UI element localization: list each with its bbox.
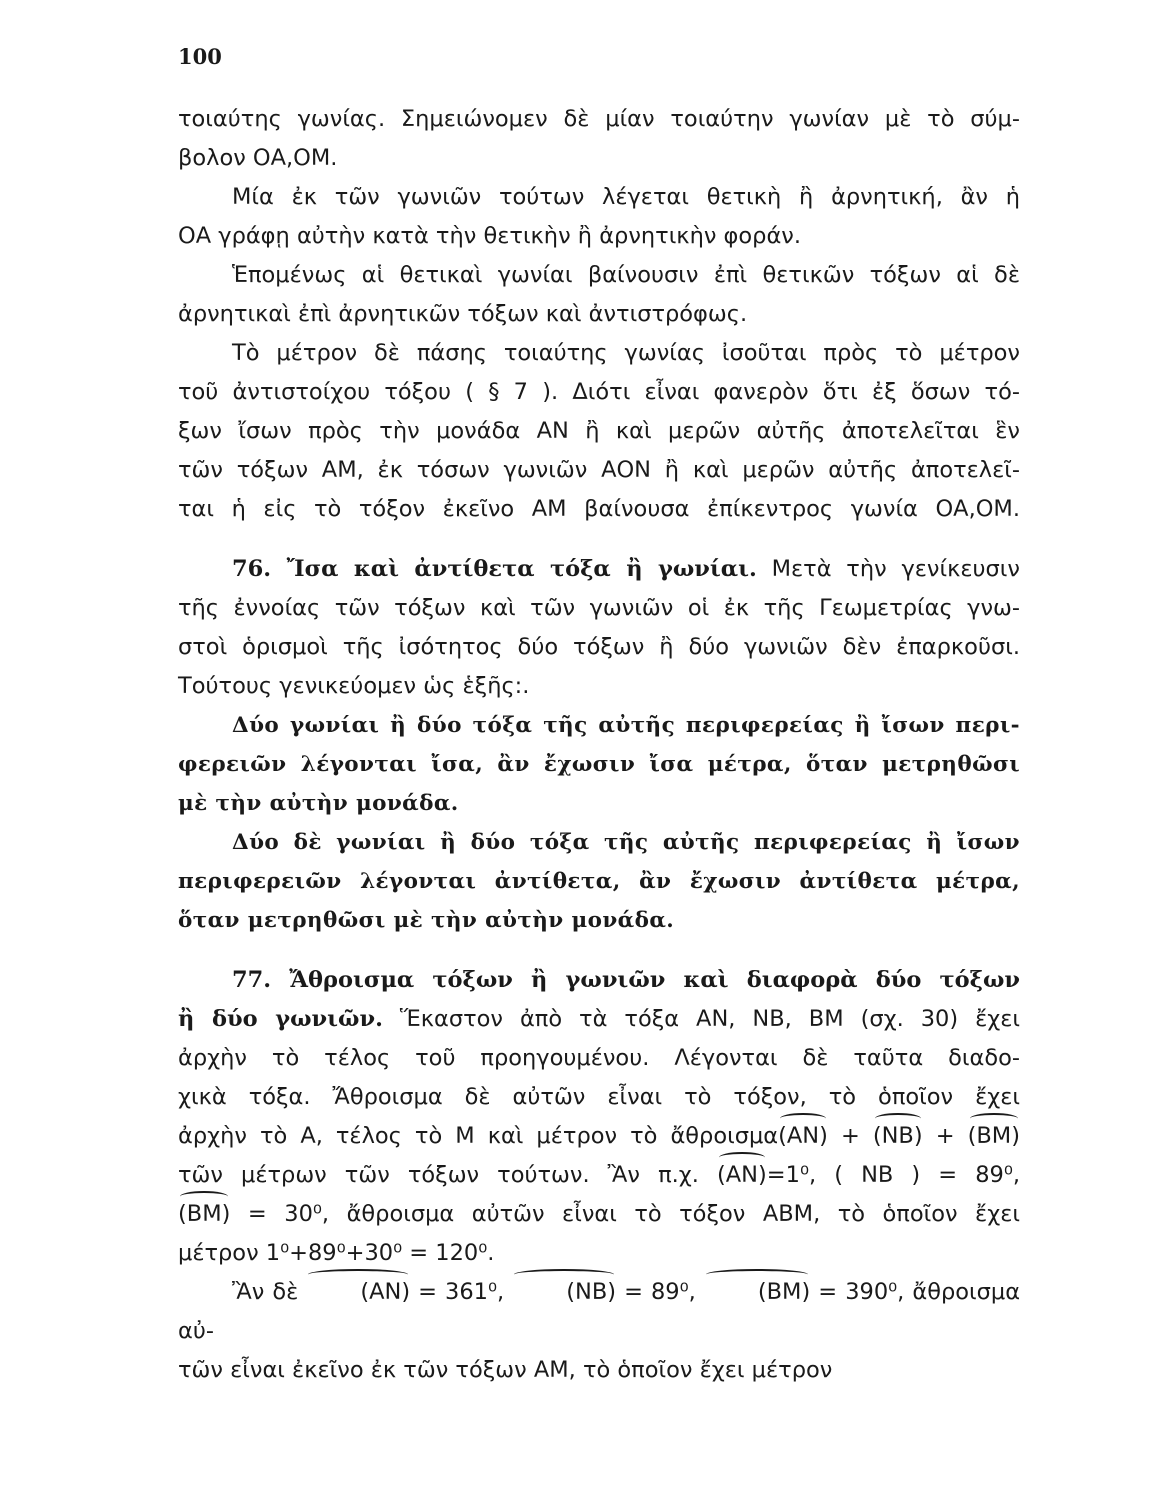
text-line: Μία ἐκ τῶν γωνιῶν τούτων λέγεται θετικὴ ἢ ἀρνητική, ἂν ἡ xyxy=(232,184,1020,210)
text-line: Ἑπομένως αἱ θετικαὶ γωνίαι βαίνουσιν ἐπὶ θετικῶν τόξων αἱ δὲ xyxy=(232,262,1020,288)
text-line: ἀρνητικαὶ ἐπὶ ἀρνητικῶν τόξων καὶ ἀντιστρόφως. xyxy=(178,301,748,327)
definition-line: μὲ τὴν αὐτὴν μονάδα. xyxy=(178,791,459,816)
text-line: ται ἡ εἰς τὸ τόξον ἐκεῖνο ΑΜ βαίνουσα ἐπίκεντρος γωνία ΟΑ,ΟΜ. xyxy=(178,496,1020,522)
definition-line: περιφερειῶν λέγονται ἀντίθετα, ἂν ἔχωσιν ἀντίθετα μέτρα, xyxy=(178,869,1020,894)
text-line: τῶν τόξων ΑΜ, ἐκ τόσων γωνιῶν ΑΟΝ ἢ καὶ μερῶν αὐτῆς ἀποτελεῖ- xyxy=(178,457,1020,483)
arc-notation: (ΑΝ) xyxy=(717,1156,767,1195)
formula-line: ἀρχὴν τὸ Α, τέλος τὸ Μ καὶ μέτρον τὸ ἄθροισμα(ΑΝ) + (ΝΒ) + (ΒΜ) xyxy=(178,1117,1020,1156)
section-heading: 76. Ἴσα καὶ ἀντίθετα τόξα ἢ γωνίαι. xyxy=(232,556,757,582)
arc-notation: (ΑΝ) xyxy=(306,1273,410,1312)
formula-line: τῶν μέτρων τῶν τόξων τούτων. Ἂν π.χ. (ΑΝ)=1⁰, ( ΝΒ ) = 89⁰, xyxy=(178,1156,1020,1195)
text-line: ἢ δύο γωνιῶν. Ἕκαστον ἀπὸ τὰ τόξα ΑΝ, ΝΒ, ΒΜ (σχ. 30) ἔχει xyxy=(178,1006,1021,1032)
formula-line: Ἂν δὲ (ΑΝ) = 361⁰, (ΝΒ) = 89⁰, (ΒΜ) = 390⁰, ἄθροισμα αὐ- xyxy=(178,1273,1020,1351)
text-line: τῆς ἐννοίας τῶν τόξων καὶ τῶν γωνιῶν οἱ ἐκ τῆς Γεωμετρίας γνω- xyxy=(178,595,1020,621)
arc-notation: (ΝΒ) xyxy=(512,1273,616,1312)
arc-notation: (ΒΜ) xyxy=(178,1195,230,1234)
page-text xyxy=(178,100,1020,1390)
formula-line: (ΒΜ) = 30⁰, ἄθροισμα αὐτῶν εἶναι τὸ τόξον ΑΒΜ, τὸ ὁποῖον ἔχει xyxy=(178,1195,1020,1234)
definition-line: Δύο γωνίαι ἢ δύο τόξα τῆς αὐτῆς περιφερείας ἢ ἴσων περι- xyxy=(232,713,1020,738)
text-line: ξων ἴσων πρὸς τὴν μονάδα ΑΝ ἢ καὶ μερῶν αὐτῆς ἀποτελεῖται ἓν xyxy=(178,418,1020,444)
definition-line: φερειῶν λέγονται ἴσα, ἂν ἔχωσιν ἴσα μέτρα, ὅταν μετρηθῶσι xyxy=(178,752,1020,777)
text-line: Τὸ μέτρον δὲ πάσης τοιαύτης γωνίας ἰσοῦται πρὸς τὸ μέτρον xyxy=(232,340,1020,366)
arc-notation: (ΒΜ) xyxy=(704,1273,810,1312)
arc-notation: (ΑΝ) xyxy=(778,1117,828,1156)
text-line: ἀρχὴν τὸ τέλος τοῦ προηγουμένου. Λέγονται δὲ ταῦτα διαδο- xyxy=(178,1045,1020,1071)
text-line: τοιαύτης γωνίας. Σημειώνομεν δὲ μίαν τοιαύτην γωνίαν μὲ τὸ σύμ- xyxy=(178,106,1020,132)
text-line: βολον ΟΑ,ΟΜ. xyxy=(178,145,338,171)
arc-notation: (ΒΜ) xyxy=(968,1117,1020,1156)
text-line: στοὶ ὁρισμοὶ τῆς ἰσότητος δύο τόξων ἢ δύο γωνιῶν δὲν ἐπαρκοῦσι. xyxy=(178,634,1020,660)
text-line: Τούτους γενικεύομεν ὡς ἑξῆς:. xyxy=(178,673,530,699)
definition-line: ὅταν μετρηθῶσι μὲ τὴν αὐτὴν μονάδα. xyxy=(178,908,675,933)
section-76-line: 76. Ἴσα καὶ ἀντίθετα τόξα ἢ γωνίαι. Μετὰ τὴν γενίκευσιν xyxy=(232,556,1020,582)
section-heading: ἢ δύο γωνιῶν. xyxy=(178,1006,383,1032)
section-77-line xyxy=(178,961,1020,1000)
text-line: τῶν εἶναι ἐκεῖνο ἐκ τῶν τόξων ΑΜ, τὸ ὁποῖον ἔχει μέτρον xyxy=(178,1357,833,1383)
formula-line: μέτρον 1⁰+89⁰+30⁰ = 120⁰. xyxy=(178,1240,495,1266)
arc-notation: (ΝΒ) xyxy=(873,1117,923,1156)
text-line: τοῦ ἀντιστοίχου τόξου ( § 7 ). Διότι εἶναι φανερὸν ὅτι ἐξ ὅσων τό- xyxy=(178,379,1020,405)
page-number: 100 xyxy=(178,44,222,69)
section-heading: 77. Ἄθροισμα τόξων ἢ γωνιῶν καὶ διαφορὰ δύο τόξων xyxy=(232,967,1020,993)
text-line: χικὰ τόξα. Ἄθροισμα δὲ αὐτῶν εἶναι τὸ τόξον, τὸ ὁποῖον ἔχει xyxy=(178,1084,1020,1110)
definition-line: Δύο δὲ γωνίαι ἢ δύο τόξα τῆς αὐτῆς περιφερείας ἢ ἴσων xyxy=(232,830,1020,855)
text-line: ΟΑ γράφῃ αὐτὴν κατὰ τὴν θετικὴν ἢ ἀρνητικὴν φοράν. xyxy=(178,223,801,249)
